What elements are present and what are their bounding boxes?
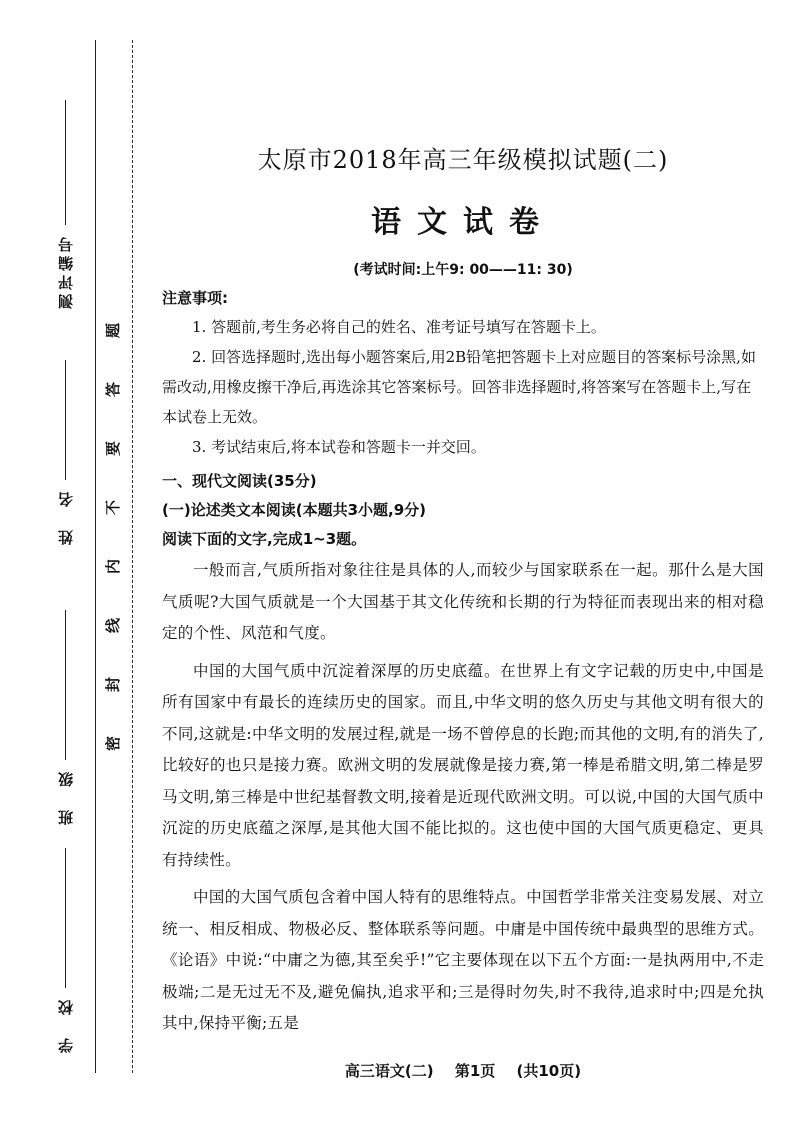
note-item: 1. 答题前,考生务必将自己的姓名、准考证号填写在答题卡上。	[192, 318, 606, 336]
note-item: 3. 考试结束后,将本试卷和答题卡一并交回。	[192, 438, 486, 456]
side-field-label: 学 校	[56, 996, 75, 1053]
side-field-label: 班 级	[56, 768, 75, 825]
side-field-label: 姓 名	[56, 488, 75, 545]
notice-char: 不	[104, 499, 123, 516]
side-field-school	[52, 848, 78, 1053]
subject-title: 语文试卷	[371, 205, 555, 240]
passage-paragraph: 中国的大国气质中沉淀着深厚的历史底蕴。在世界上有文字记载的历史中,中国是所有国家中有最长的连续历史的国家。而且,中华文明的悠久历史与其他文明有很大的不同,这就是:中华文明的发展过程,就是一场不曾停息的长跑;而其他的文明,有的消失了,比较好的也只是接力赛。欧洲文明的发展就像是接力赛,第一棒是希腊文明,第二棒是罗马文明,第三棒是中世纪基督教文明,接着是近现代欧洲文明。可以说,中国的大国气质中沉淀的历史底蕴之深厚,是其他大国不能比拟的。这也使中国的大国气质更稳定、更具有持续性。	[162, 661, 764, 869]
notes-heading: 注意事项:	[162, 289, 228, 307]
section-heading: 一、现代文阅读(35分)	[162, 472, 317, 490]
fill-in-line[interactable]	[65, 100, 66, 225]
section-subheading: (一)论述类文本阅读(本题共3小题,9分)	[162, 501, 426, 519]
binding-notice	[100, 320, 126, 754]
side-field-id	[52, 100, 78, 309]
passage-paragraph: 中国的大国气质包含着中国人特有的思维特点。中国哲学非常关注变易发展、对立统一、相反相成、物极必反、整体联系等问题。中庸是中国传统中最典型的思维方式。《论语》中说:“中庸之为德,其至矣乎!”它主要体现在以下五个方面:一是执两用中,不走极端;二是无过无不及,避免偏执,追求平和;三是得时勿失,时不我待,追求时中;四是允执其中,保持平衡;五是	[162, 888, 764, 1032]
footer-total: (共10页)	[516, 1062, 582, 1080]
side-field-class	[52, 610, 78, 825]
footer-subject: 高三语文(二)	[344, 1062, 434, 1080]
notice-char: 题	[104, 322, 123, 339]
notice-char: 线	[104, 617, 123, 634]
notice-char: 封	[104, 676, 123, 693]
footer-page: 第1页	[454, 1062, 496, 1080]
binding-line-solid	[95, 40, 96, 1073]
exam-title: 太原市2018年高三年级模拟试题(二)	[257, 146, 669, 174]
notice-char: 要	[104, 440, 123, 457]
notice-char: 答	[104, 381, 123, 398]
fill-in-line[interactable]	[65, 610, 66, 760]
exam-content	[162, 140, 764, 1040]
notice-char: 密	[104, 735, 123, 752]
binding-line-dashed	[132, 40, 133, 1073]
reading-instruction: 阅读下面的文字,完成1~3题。	[162, 530, 367, 548]
side-field-name	[52, 360, 78, 545]
page-footer	[162, 1060, 764, 1081]
fill-in-line[interactable]	[65, 848, 66, 988]
note-item: 2. 回答选择题时,选出每小题答案后,用2B铅笔把答题卡上对应题目的答案标号涂黑,如需改动,用橡皮擦干净后,再选涂其它答案标号。回答非选择题时,将答案写在答题卡上,写在本试卷上无效。	[162, 348, 756, 426]
notice-char: 内	[104, 558, 123, 575]
side-field-label: 测评编号	[56, 233, 75, 309]
fill-in-line[interactable]	[65, 360, 66, 480]
exam-time: (考试时间:上午9: 00——11: 30)	[353, 262, 573, 278]
passage-paragraph: 一般而言,气质所指对象往往是具体的人,而较少与国家联系在一起。那什么是大国气质呢?大国气质就是一个大国基于其文化传统和长期的行为特征而表现出来的相对稳定的个性、风范和气度。	[162, 561, 764, 642]
